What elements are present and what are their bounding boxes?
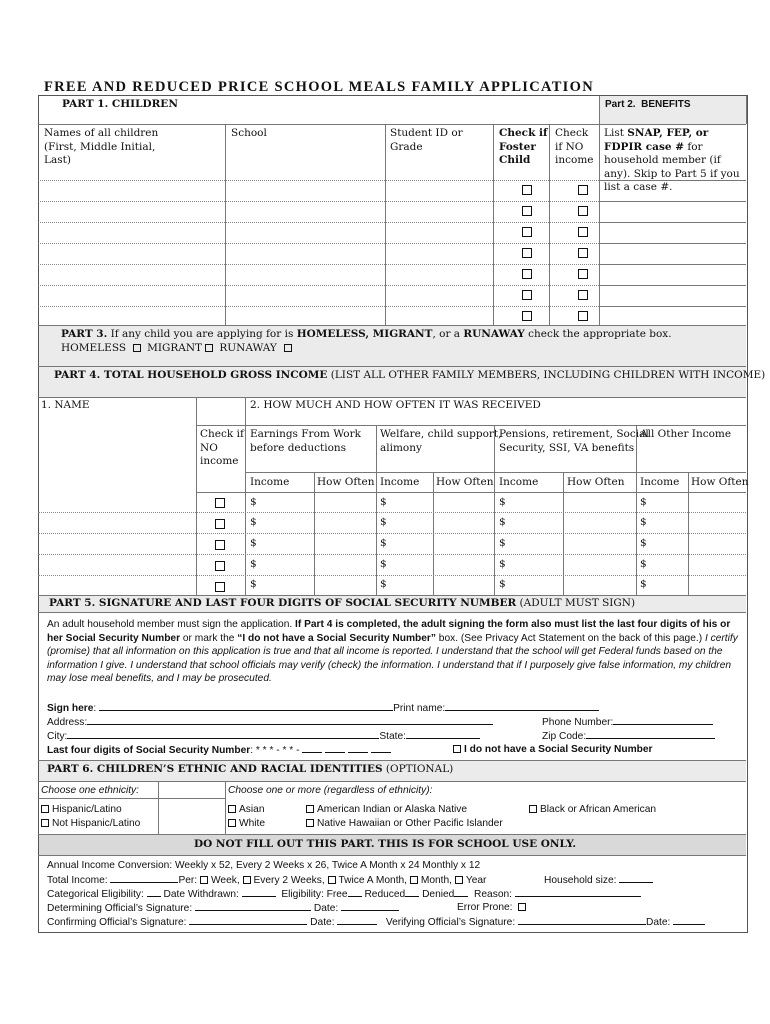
dollar-sign: $ <box>380 496 387 508</box>
part3-text: PART 3. If any child you are applying for is HOMELESS, MIGRANT, or a RUNAWAY check the appropriate box. <box>61 328 672 340</box>
no-income-checkbox[interactable] <box>215 498 225 508</box>
no-income-checkbox[interactable] <box>578 269 588 279</box>
dollar-sign: $ <box>640 496 647 508</box>
foster-checkbox[interactable] <box>522 311 532 321</box>
dollar-sign: $ <box>380 516 387 528</box>
no-income-checkbox[interactable] <box>578 290 588 300</box>
no-income-checkbox[interactable] <box>215 582 225 592</box>
part4-heading: PART 4. TOTAL HOUSEHOLD GROSS INCOME (LIST ALL OTHER FAMILY MEMBERS, INCLUDING CHILDREN WITH INCOME) <box>54 369 766 381</box>
income-label: Income <box>250 476 290 488</box>
school-use-heading: DO NOT FILL OUT THIS PART. THIS IS FOR SCHOOL USE ONLY. <box>193 838 576 850</box>
city-row: City: State: <box>47 729 480 744</box>
col-child-names: Names of all children (First, Middle Initial, Last) <box>44 127 159 166</box>
no-income-checkbox[interactable] <box>578 206 588 216</box>
confirming-row: Confirming Official’s Signature: Date: Verifying Official’s Signature: Date: <box>47 915 705 930</box>
race-black: Black or African American <box>529 803 656 817</box>
dollar-sign: $ <box>499 496 506 508</box>
state-field[interactable] <box>406 729 480 739</box>
race-asian: Asian <box>228 803 264 817</box>
address-row: Address: <box>47 715 493 730</box>
no-income-checkbox[interactable] <box>215 540 225 550</box>
part6-heading: PART 6. CHILDREN’S ETHNIC AND RACIAL IDENTITIES (OPTIONAL) <box>47 763 454 775</box>
white-checkbox[interactable] <box>228 819 236 827</box>
race-white: White <box>228 817 265 831</box>
zip-field[interactable] <box>586 729 715 739</box>
col-school: School <box>231 127 267 139</box>
black-checkbox[interactable] <box>529 805 537 813</box>
ethnicity-label: Choose one ethnicity: <box>41 785 139 796</box>
no-income-checkbox[interactable] <box>215 519 225 529</box>
phone-row: Phone Number: <box>542 715 713 730</box>
homeless-checkbox[interactable] <box>133 344 141 352</box>
not-hispanic-checkbox[interactable] <box>41 819 49 827</box>
part2-heading: Part 2. BENEFITS <box>605 99 691 110</box>
dollar-sign: $ <box>640 578 647 590</box>
dollar-sign: $ <box>499 558 506 570</box>
how-often-label: How Often <box>567 476 625 488</box>
total-income-row: Total Income: Per: Week, Every 2 Weeks, Twice A Month, Month, Year <box>47 875 487 886</box>
no-ssn-option: I do not have a Social Security Number <box>453 743 653 757</box>
ssn-row: Last four digits of Social Security Number: * * * - * * - <box>47 743 391 758</box>
part1-heading: PART 1. CHILDREN <box>62 98 178 110</box>
dollar-sign: $ <box>380 578 387 590</box>
foster-checkbox[interactable] <box>522 248 532 258</box>
part2-instructions: List SNAP, FEP, or FDPIR case # for household member (if any). Skip to Part 5 if you list a case #. <box>604 127 740 193</box>
zip-row: Zip Code: <box>542 729 715 744</box>
how-often-label: How Often <box>691 476 749 488</box>
col-foster-child: Check if Foster Child <box>499 127 548 166</box>
dollar-sign: $ <box>640 516 647 528</box>
foster-checkbox[interactable] <box>522 206 532 216</box>
determining-row: Determining Official’s Signature: Date: <box>47 901 399 916</box>
no-income-checkbox[interactable] <box>578 311 588 321</box>
dollar-sign: $ <box>250 516 257 528</box>
dollar-sign: $ <box>250 578 257 590</box>
error-prone-checkbox[interactable] <box>518 903 526 911</box>
signature-field[interactable] <box>99 701 393 711</box>
native-hawaiian-checkbox[interactable] <box>306 819 314 827</box>
household-size-row: Household size: <box>544 873 653 888</box>
dollar-sign: $ <box>380 558 387 570</box>
dollar-sign: $ <box>250 496 257 508</box>
col-household-name: 1. NAME <box>41 399 90 411</box>
col-pensions: Pensions, retirement, Social Security, SSI, VA benefits <box>499 428 649 454</box>
print-name-field[interactable] <box>445 701 599 711</box>
how-often-label: How Often <box>436 476 494 488</box>
foster-checkbox[interactable] <box>522 185 532 195</box>
no-income-checkbox[interactable] <box>578 227 588 237</box>
dollar-sign: $ <box>499 516 506 528</box>
col-no-income: Check if NO income <box>555 127 594 166</box>
dollar-sign: $ <box>499 578 506 590</box>
col-student-id: Student ID or Grade <box>390 127 463 153</box>
dollar-sign: $ <box>640 558 647 570</box>
error-prone-row: Error Prone: <box>457 901 529 915</box>
part5-heading: PART 5. SIGNATURE AND LAST FOUR DIGITS OF SOCIAL SECURITY NUMBER (ADULT MUST SIGN) <box>49 597 636 609</box>
col-other-income: All Other Income <box>640 428 732 440</box>
dollar-sign: $ <box>250 537 257 549</box>
sign-here-row: Sign here: Print name: <box>47 701 599 716</box>
dollar-sign: $ <box>499 537 506 549</box>
hispanic-checkbox[interactable] <box>41 805 49 813</box>
foster-checkbox[interactable] <box>522 269 532 279</box>
foster-checkbox[interactable] <box>522 227 532 237</box>
col-welfare: Welfare, child support, alimony <box>380 428 502 454</box>
race-native-hawaiian: Native Hawaiian or Other Pacific Islander <box>306 817 503 831</box>
ethnicity-not-hispanic: Not Hispanic/Latino <box>41 817 140 831</box>
col-how-much: 2. HOW MUCH AND HOW OFTEN IT WAS RECEIVED <box>250 399 541 411</box>
runaway-checkbox[interactable] <box>284 344 292 352</box>
phone-field[interactable] <box>613 715 713 725</box>
income-label: Income <box>499 476 539 488</box>
part3-options: HOMELESS MIGRANT RUNAWAY <box>61 342 295 356</box>
income-label: Income <box>380 476 420 488</box>
migrant-checkbox[interactable] <box>205 344 213 352</box>
income-label: Income <box>640 476 680 488</box>
ethnicity-hispanic: Hispanic/Latino <box>41 803 122 817</box>
no-income-checkbox[interactable] <box>578 185 588 195</box>
dollar-sign: $ <box>380 537 387 549</box>
eligibility-row: Categorical Eligibility: Date Withdrawn: Eligibility: Free Reduced Denied Reason: <box>47 887 641 902</box>
no-ssn-checkbox[interactable] <box>453 745 461 753</box>
race-label: Choose one or more (regardless of ethnicity): <box>228 785 433 796</box>
address-field[interactable] <box>87 715 493 725</box>
col-earnings: Earnings From Work before deductions <box>250 428 361 454</box>
form-title: FREE AND REDUCED PRICE SCHOOL MEALS FAMILY APPLICATION <box>44 79 594 95</box>
foster-checkbox[interactable] <box>522 290 532 300</box>
income-conversion: Annual Income Conversion: Weekly x 52, Every 2 Weeks x 26, Twice A Month x 24 Monthly x 12 <box>47 860 481 871</box>
dollar-sign: $ <box>640 537 647 549</box>
asian-checkbox[interactable] <box>228 805 236 813</box>
col-check-no-income: Check if NO income <box>200 428 244 467</box>
american-indian-checkbox[interactable] <box>306 805 314 813</box>
dollar-sign: $ <box>250 558 257 570</box>
race-american-indian: American Indian or Alaska Native <box>306 803 467 817</box>
part5-certification: An adult household member must sign the application. If Part 4 is completed, the adult signing the form also must list the last four digits of his or her Social Security Number or mark the “I do not have a Social Security Number” box. (See Privacy Act Statement on the back of this page.) I certify (promise) that all information on this application is true and that all income is reported. I understand that the school will get Federal funds based on the information I give. I understand that school officials may verify (check) the information. I understand that if I purposely give false information, my children may lose meal benefits, and I may be prosecuted. <box>47 619 738 684</box>
no-income-checkbox[interactable] <box>578 248 588 258</box>
how-often-label: How Often <box>317 476 375 488</box>
city-field[interactable] <box>67 729 379 739</box>
no-income-checkbox[interactable] <box>215 561 225 571</box>
